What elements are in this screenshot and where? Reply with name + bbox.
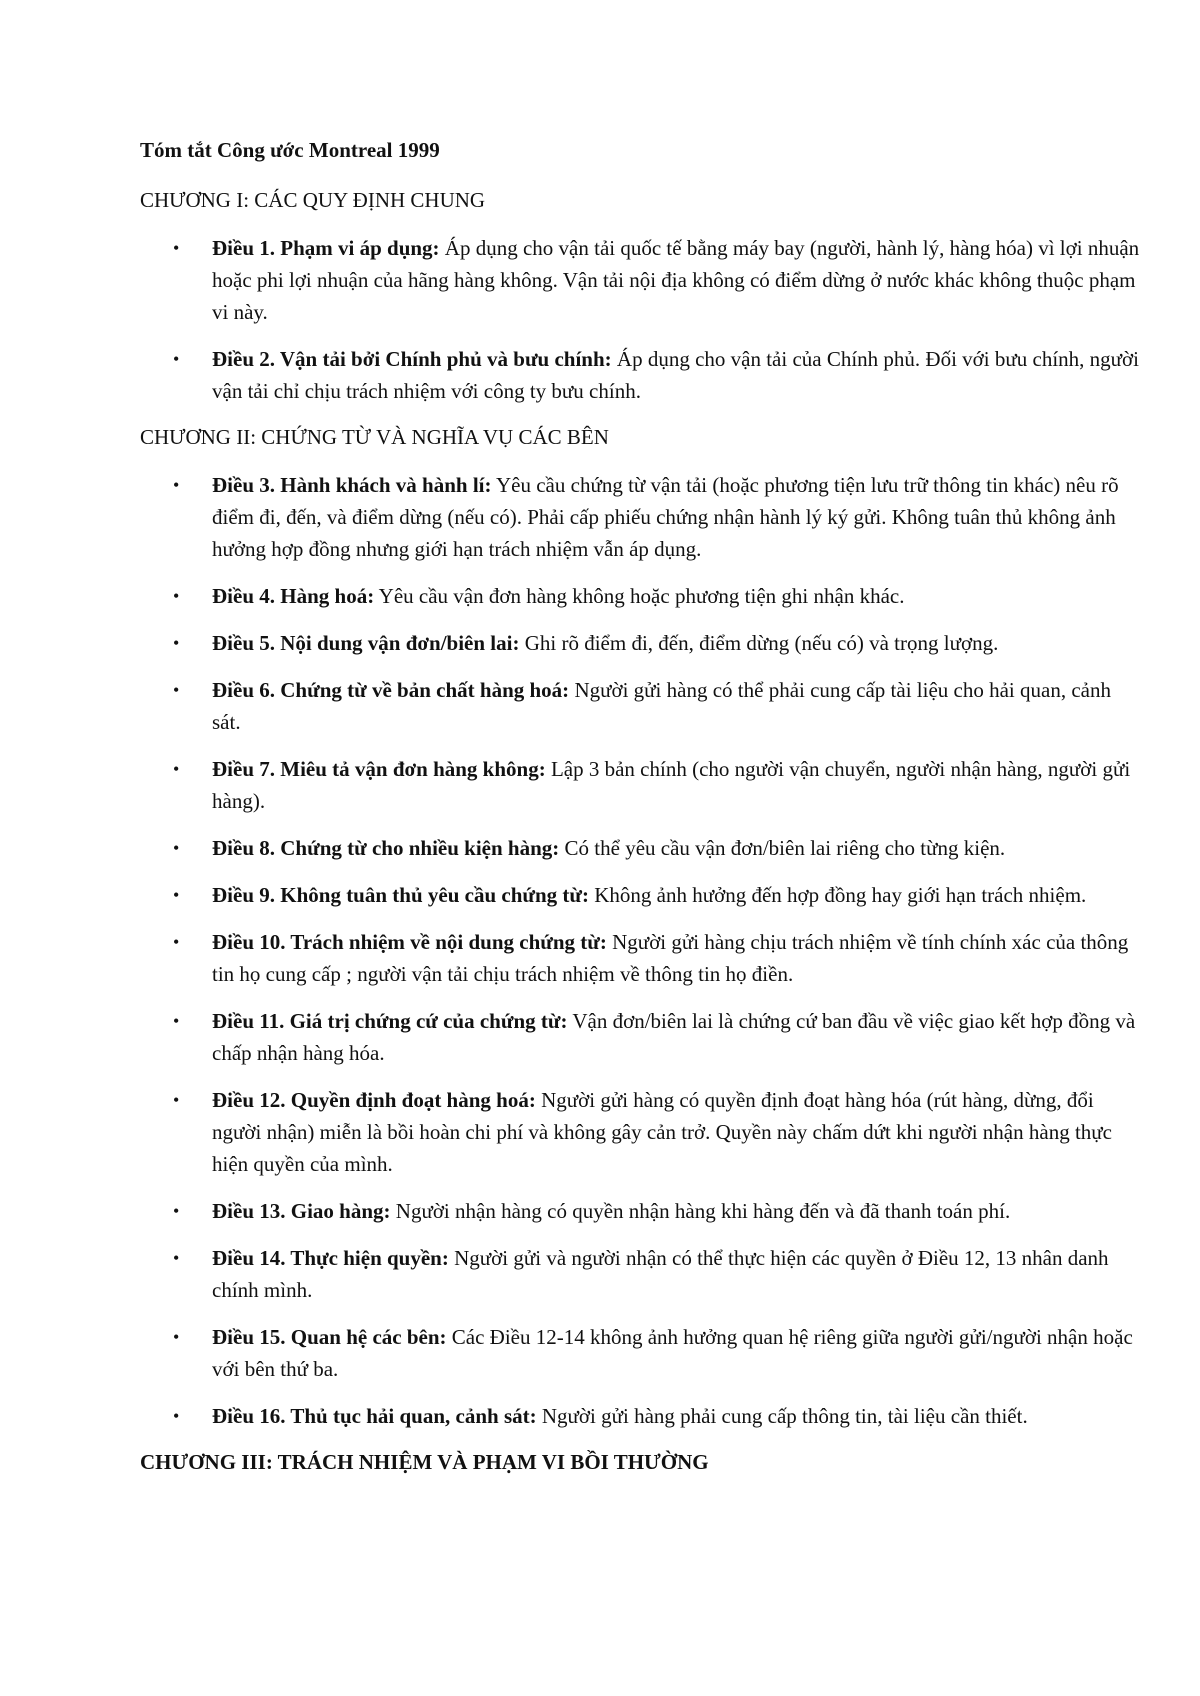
article-6-text: Người gửi hàng có thể phải cung cấp tài liệu cho hải quan, cảnh sát. <box>212 678 1111 734</box>
bullet-icon: • <box>173 885 180 905</box>
article-12-heading: Điều 12. Quyền định đoạt hàng hoá: <box>212 1088 536 1112</box>
bullet-icon: • <box>173 932 180 952</box>
bullet-icon: • <box>173 838 180 858</box>
article-5-text: Ghi rõ điểm đi, đến, điểm dừng (nếu có) và trọng lượng. <box>524 631 999 655</box>
bullet-icon: • <box>173 238 180 258</box>
article-10-text: Người gửi hàng chịu trách nhiệm về tính chính xác của thông tin họ cung cấp ; người vận tải chịu trách nhiệm về thông tin họ điền. <box>212 930 1129 986</box>
article-1 <box>140 232 1140 328</box>
article-12-text: Người gửi hàng có quyền định đoạt hàng hóa (rút hàng, dừng, đổi người nhận) miễn là bồi hoàn chi phí và không gây cản trở. Quyền này chấm dứt khi người nhận hàng thực hiện quyền của mình. <box>212 1088 1112 1176</box>
article-16-text: Người gửi hàng phải cung cấp thông tin, tài liệu cần thiết. <box>541 1404 1028 1428</box>
bullet-icon: • <box>173 1011 180 1031</box>
article-4 <box>140 580 1140 612</box>
bullet-icon: • <box>173 475 180 495</box>
bullet-icon: • <box>173 1201 180 1221</box>
bullet-icon: • <box>173 633 180 653</box>
article-5 <box>140 627 1140 659</box>
document-title: Tóm tắt Công ước Montreal 1999 <box>140 138 440 162</box>
chapter-3-heading: CHƯƠNG III: TRÁCH NHIỆM VÀ PHẠM VI BỒI THƯỜNG <box>140 1450 709 1474</box>
bullet-icon: • <box>173 1406 180 1426</box>
article-1-heading: Điều 1. Phạm vi áp dụng: <box>212 236 440 260</box>
article-7-text: Lập 3 bản chính (cho người vận chuyển, người nhận hàng, người gửi hàng). <box>212 757 1131 813</box>
article-10-heading: Điều 10. Trách nhiệm về nội dung chứng từ: <box>212 930 607 954</box>
article-3-heading: Điều 3. Hành khách và hành lí: <box>212 473 492 497</box>
article-2 <box>140 343 1140 407</box>
article-14-heading: Điều 14. Thực hiện quyền: <box>212 1246 449 1270</box>
chapter-1-article-list <box>140 232 1140 407</box>
article-8 <box>140 832 1140 864</box>
article-15-heading: Điều 15. Quan hệ các bên: <box>212 1325 447 1349</box>
article-4-text: Yêu cầu vận đơn hàng không hoặc phương tiện ghi nhận khác. <box>378 584 905 608</box>
bullet-icon: • <box>173 1327 180 1347</box>
article-16-heading: Điều 16. Thủ tục hải quan, cảnh sát: <box>212 1404 537 1428</box>
article-9-text: Không ảnh hưởng đến hợp đồng hay giới hạn trách nhiệm. <box>594 883 1087 907</box>
article-11-text: Vận đơn/biên lai là chứng cứ ban đầu về việc giao kết hợp đồng và chấp nhận hàng hóa. <box>212 1009 1136 1065</box>
bullet-icon: • <box>173 349 180 369</box>
article-3 <box>140 469 1140 565</box>
bullet-icon: • <box>173 1248 180 1268</box>
article-5-heading: Điều 5. Nội dung vận đơn/biên lai: <box>212 631 520 655</box>
article-11 <box>140 1005 1140 1069</box>
article-1-text: Áp dụng cho vận tải quốc tế bằng máy bay (người, hành lý, hàng hóa) vì lợi nhuận hoặc phi lợi nhuận của hãng hàng không. Vận tải nội địa không có điểm dừng ở nước khác không thuộc phạm vi này. <box>212 236 1140 324</box>
article-15 <box>140 1321 1140 1385</box>
article-9 <box>140 879 1140 911</box>
article-4-heading: Điều 4. Hàng hoá: <box>212 584 375 608</box>
bullet-icon: • <box>173 680 180 700</box>
article-15-text: Các Điều 12-14 không ảnh hưởng quan hệ riêng giữa người gửi/người nhận hoặc với bên thứ ba. <box>212 1325 1133 1381</box>
article-7-heading: Điều 7. Miêu tả vận đơn hàng không: <box>212 757 546 781</box>
article-6-heading: Điều 6. Chứng từ về bản chất hàng hoá: <box>212 678 570 702</box>
article-8-text: Có thể yêu cầu vận đơn/biên lai riêng cho từng kiện. <box>564 836 1006 860</box>
bullet-icon: • <box>173 1090 180 1110</box>
article-13-text: Người nhận hàng có quyền nhận hàng khi hàng đến và đã thanh toán phí. <box>395 1199 1011 1223</box>
article-14 <box>140 1242 1140 1306</box>
article-10 <box>140 926 1140 990</box>
article-2-text: Áp dụng cho vận tải của Chính phủ. Đối với bưu chính, người vận tải chỉ chịu trách nhiệm với công ty bưu chính. <box>212 347 1139 403</box>
article-9-heading: Điều 9. Không tuân thủ yêu cầu chứng từ: <box>212 883 590 907</box>
article-7 <box>140 753 1140 817</box>
article-2-heading: Điều 2. Vận tải bởi Chính phủ và bưu chính: <box>212 347 612 371</box>
article-8-heading: Điều 8. Chứng từ cho nhiều kiện hàng: <box>212 836 560 860</box>
chapter-2-article-list <box>140 469 1140 1432</box>
article-12 <box>140 1084 1140 1180</box>
article-13 <box>140 1195 1140 1227</box>
chapter-2-heading: CHƯƠNG II: CHỨNG TỪ VÀ NGHĨA VỤ CÁC BÊN <box>140 425 609 449</box>
article-6 <box>140 674 1140 738</box>
article-16 <box>140 1400 1140 1432</box>
document-page <box>140 136 1140 1494</box>
article-13-heading: Điều 13. Giao hàng: <box>212 1199 391 1223</box>
chapter-1-heading: CHƯƠNG I: CÁC QUY ĐỊNH CHUNG <box>140 188 486 212</box>
bullet-icon: • <box>173 586 180 606</box>
article-14-text: Người gửi và người nhận có thể thực hiện các quyền ở Điều 12, 13 nhân danh chính mình. <box>212 1246 1109 1302</box>
article-11-heading: Điều 11. Giá trị chứng cứ của chứng từ: <box>212 1009 568 1033</box>
article-3-text: Yêu cầu chứng từ vận tải (hoặc phương tiện lưu trữ thông tin khác) nêu rõ điểm đi, đến, và điểm dừng (nếu có). Phải cấp phiếu chứng nhận hành lý ký gửi. Không tuân thủ không ảnh hưởng hợp đồng nhưng giới hạn trách nhiệm vẫn áp dụng. <box>212 473 1119 561</box>
bullet-icon: • <box>173 759 180 779</box>
